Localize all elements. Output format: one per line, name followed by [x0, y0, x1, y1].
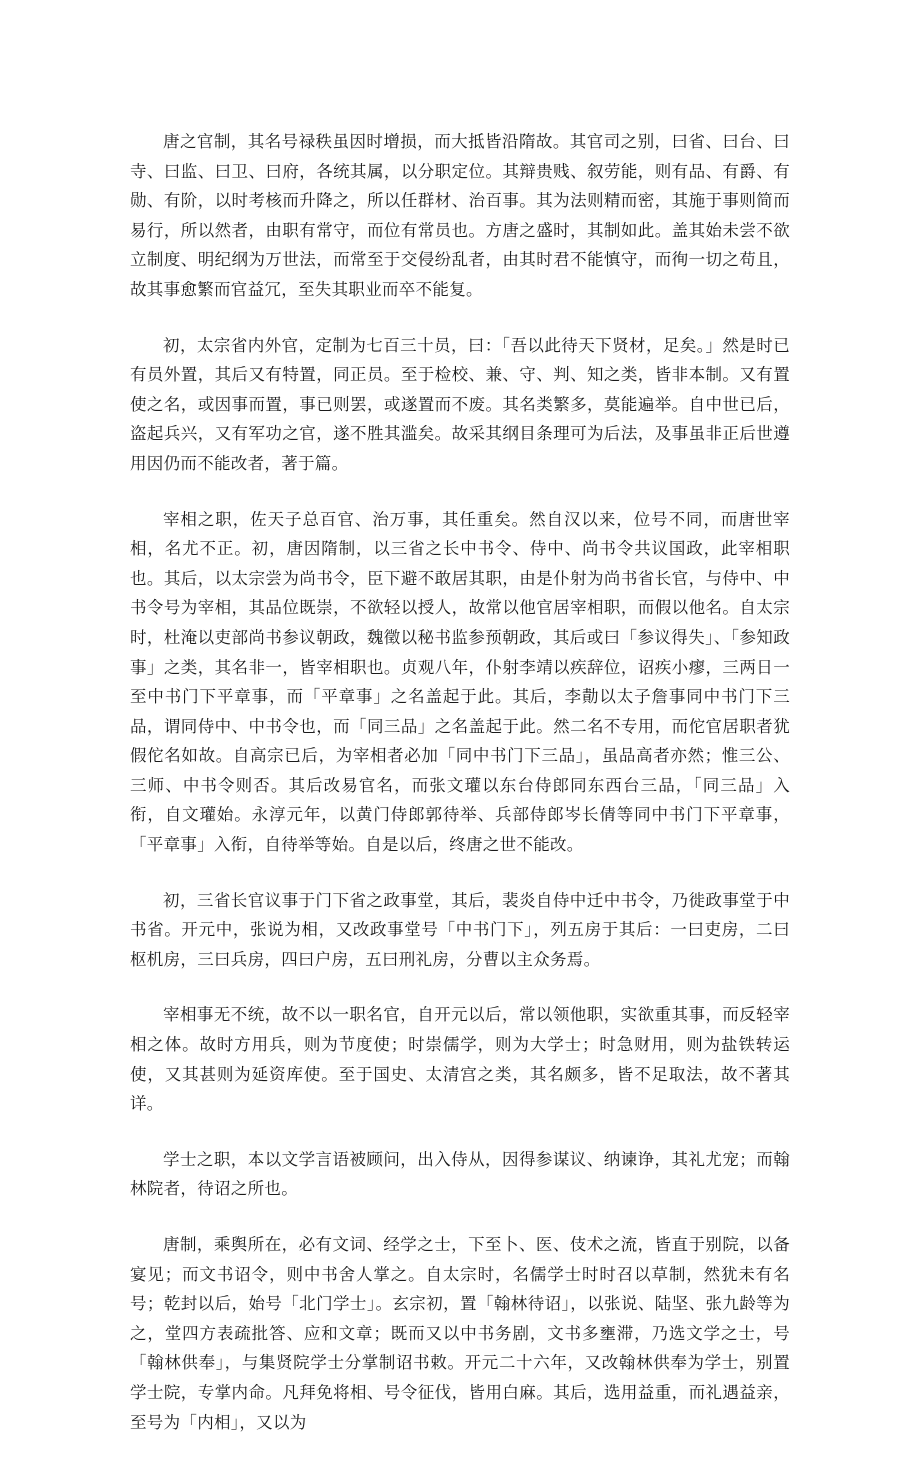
paragraph-chancellor-duties: 宰相之职，佐天子总百官、治万事，其任重矣。然自汉以来，位号不同，而唐世宰相，名尤不正。初，唐因隋制，以三省之长中书令、侍中、尚书令共议国政，此宰相职也。其后，以太宗尝为尚书令，臣下避不敢居其职，由是仆射为尚书省长官，与侍中、中书令号为宰相，其品位既崇，不欲轻以授人，故常以他官居宰相职，而假以他名。自太宗时，杜淹以吏部尚书参议朝政，魏徵以秘书监参预朝政，其后或曰「参议得失」、「参知政事」之类，其名非一，皆宰相职也。贞观八年，仆射李靖以疾辞位，诏疾小瘳，三两日一至中书门下平章事，而「平章事」之名盖起于此。其后，李勣以太子詹事同中书门下三品，谓同侍中、中书令也，而「同三品」之名盖起于此。然二名不专用，而佗官居职者犹假佗名如故。自高宗已后，为宰相者必加「同中书门下三品」，虽品高者亦然；惟三公、三师、中书令则否。其后改易官名，而张文瓘以东台侍郎同东西台三品，「同三品」入衔，自文瓘始。永淳元年，以黄门侍郎郭待举、兵部侍郎岑长倩等同中书门下平章事，「平章事」入衔，自待举等始。自是以后，终唐之世不能改。 — [130, 509, 790, 855]
paragraph-taizong-officials: 初，太宗省内外官，定制为七百三十员，曰：「吾以此待天下贤材，足矣。」然是时已有员外置，其后又有特置，同正员。至于检校、兼、守、判、知之类，皆非本制。又有置使之名，或因事而置，事已则罢，或遂置而不废。其名类繁多，莫能遍举。自中世已后，盗起兵兴，又有军功之官，遂不胜其滥矣。故采其纲目条理可为后法，及事虽非正后世遵用因仍而不能改者，著于篇。 — [130, 335, 790, 473]
paragraph-government-hall: 初，三省长官议事于门下省之政事堂，其后，裴炎自侍中迁中书令，乃徙政事堂于中书省。开元中，张说为相，又改政事堂号「中书门下」，列五房于其后：一曰吏房，二曰枢机房，三曰兵房，四曰户房，五曰刑礼房，分曹以主众务焉。 — [130, 890, 790, 969]
document-body — [130, 127, 790, 1463]
paragraph-scholar-duties: 学士之职，本以文学言语被顾问，出入侍从，因得参谋议、纳谏诤，其礼尤宠；而翰林院者，待诏之所也。 — [130, 1149, 790, 1199]
paragraph-chancellor-posts: 宰相事无不统，故不以一职名官，自开元以后，常以领他职，实欲重其事，而反轻宰相之体。故时方用兵，则为节度使；时崇儒学，则为大学士；时急财用，则为盐铁转运使，又其甚则为延资库使。至于国史、太清宫之类，其名颇多，皆不足取法，故不著其详。 — [130, 1005, 790, 1114]
paragraph-hanlin-academy: 唐制，乘舆所在，必有文词、经学之士，下至卜、医、伎术之流，皆直于别院，以备宴见；而文书诏令，则中书舍人掌之。自太宗时，名儒学士时时召以草制，然犹未有名号；乾封以后，始号「北门学士」。玄宗初，置「翰林待诏」，以张说、陆坚、张九龄等为之，堂四方表疏批答、应和文章；既而又以中书务剧，文书多壅滞，乃选文学之士，号「翰林供奉」，与集贤院学士分掌制诏书敕。开元二十六年，又改翰林供奉为学士，别置学士院，专掌内命。凡拜免将相、号令征伐，皆用白麻。其后，选用益重，而礼遇益亲，至号为「内相」，又以为 — [130, 1235, 790, 1432]
paragraph-officials-overview: 唐之官制，其名号禄秩虽因时增损，而大抵皆沿隋故。其官司之别，曰省、曰台、曰寺、曰监、曰卫、曰府，各统其属，以分职定位。其辩贵贱、叙劳能，则有品、有爵、有勋、有阶，以时考核而升降之，所以任群材、治百事。其为法则精而密，其施于事则简而易行，所以然者，由职有常守，而位有常员也。方唐之盛时，其制如此。盖其始未尝不欲立制度、明纪纲为万世法，而常至于交侵纷乱者，由其时君不能慎守，而徇一切之苟且，故其事愈繁而官益冗，至失其职业而卒不能复。 — [130, 132, 790, 299]
